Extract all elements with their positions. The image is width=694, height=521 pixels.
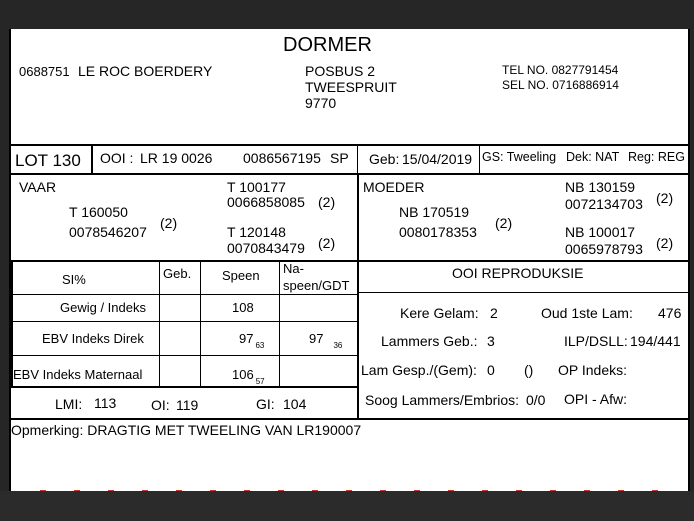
repro-first-lamb-age-value: 476 <box>658 305 682 321</box>
moeder-granddam-id: NB 100017 <box>565 224 636 240</box>
row-weight-label: Gewig / Indeks <box>60 300 146 315</box>
birth-label: Geb: <box>369 151 400 167</box>
divider-center <box>357 174 359 419</box>
row-direct-speen-value: 97 <box>239 331 254 346</box>
vaar-grandsire-count: (2) <box>318 194 336 210</box>
vaar-granddam-number: 0070843479 <box>227 240 305 256</box>
col-header-speen: Speen <box>222 268 260 283</box>
row-maternal-label: EBV Indeks Maternaal <box>13 367 143 382</box>
divider-index-header <box>9 294 359 295</box>
vaar-grandsire-id: T 100177 <box>227 179 286 195</box>
vaar-sire-count: (2) <box>160 215 178 231</box>
repro-first-lamb-age-label: Oud 1ste Lam: <box>541 305 633 321</box>
oi-label: OI: <box>151 397 170 413</box>
repro-suckled-label: Soog Lammers/Embrios: <box>365 392 520 408</box>
divider-repro-title <box>359 292 690 293</box>
row-direct-label: EBV Indeks Direk <box>42 331 144 346</box>
repro-ilp-label: ILP/DSLL: <box>564 333 628 349</box>
row-weight-speen: 108 <box>232 300 254 315</box>
col-header-naspeen-1: Na- <box>283 261 304 276</box>
address-line2: TWEESPRUIT <box>305 79 397 95</box>
vaar-granddam-count: (2) <box>318 235 336 251</box>
vaar-label: VAAR <box>19 179 57 195</box>
dek-status: Dek: NAT <box>566 150 620 164</box>
divider-header <box>9 144 690 146</box>
repro-weaned-value: 0 <box>487 362 495 378</box>
divider-lot-v3 <box>479 145 480 174</box>
col-header-geb: Geb. <box>163 266 192 281</box>
repro-times-lambed-label: Kere Gelam: <box>400 305 479 321</box>
repro-weaned-label: Lam Gesp./(Gem): <box>361 362 477 378</box>
farm-id: 0688751 <box>19 64 70 79</box>
moeder-dam-id: NB 170519 <box>399 204 470 220</box>
remarks <box>11 422 361 438</box>
col-header-si: SI% <box>62 272 86 287</box>
repro-lambs-born-label: Lammers Geb.: <box>381 333 478 349</box>
divider-index-row2 <box>9 355 359 356</box>
divider-index-c3 <box>279 261 280 387</box>
divider-lot-v2 <box>357 145 358 174</box>
birth-date: 15/04/2019 <box>402 151 473 167</box>
ooi-id: LR 19 0026 <box>140 150 213 166</box>
moeder-granddam-number: 0065978793 <box>565 241 643 257</box>
divider-summary <box>9 418 690 420</box>
reg-status: Reg: REG <box>628 150 685 164</box>
divider-index-row1 <box>9 321 359 322</box>
moeder-grandsire-count: (2) <box>656 190 674 206</box>
row-maternal-speen-value: 106 <box>232 367 254 382</box>
divider-lot <box>9 173 690 175</box>
row-direct-speen-accuracy: 63 <box>255 341 265 350</box>
moeder-grandsire-id: NB 130159 <box>565 179 636 195</box>
repro-lambs-born-value: 3 <box>487 333 495 349</box>
moeder-grandsire-number: 0072134703 <box>565 196 643 212</box>
address-line1: POSBUS 2 <box>305 63 376 79</box>
oi-value: 119 <box>176 397 199 413</box>
divider-index-bottom <box>9 386 359 388</box>
repro-weaned-average: () <box>524 362 534 378</box>
moeder-dam-count: (2) <box>495 215 513 231</box>
lmi-value: 113 <box>94 395 117 411</box>
moeder-label: MOEDER <box>363 179 425 195</box>
divider-lot-v1 <box>91 145 93 174</box>
bottom-frame <box>0 491 694 521</box>
sel-number: SEL NO. 0716886914 <box>502 78 619 92</box>
moeder-dam-number: 0080178353 <box>399 224 477 240</box>
row-direct-naspeen-accuracy: 36 <box>333 341 343 350</box>
divider-index-c1 <box>159 261 160 387</box>
divider-pedigree <box>9 260 690 262</box>
row-direct-naspeen <box>309 331 343 350</box>
vaar-grandsire-number: 0066858085 <box>227 194 305 210</box>
vaar-sire-number: 0078546207 <box>69 224 147 240</box>
ooi-number: 0086567195 <box>243 150 321 166</box>
divider-index-c2 <box>200 261 201 387</box>
row-direct-naspeen-value: 97 <box>309 331 324 346</box>
col-header-naspeen-2: speen/GDT <box>283 278 350 293</box>
gs-status: GS: Tweeling <box>482 150 557 164</box>
repro-op-index-label: OP Indeks: <box>558 362 628 378</box>
gi-value: 104 <box>283 396 307 412</box>
ooi-label: OOI : <box>100 150 134 166</box>
row-maternal-speen-accuracy: 57 <box>255 377 265 386</box>
tel-number: TEL NO. 0827791454 <box>502 63 619 77</box>
address-line3: 9770 <box>305 95 337 111</box>
lmi-label: LMI: <box>55 396 83 412</box>
repro-times-lambed-value: 2 <box>490 305 498 321</box>
vaar-sire-id: T 160050 <box>69 204 128 220</box>
repro-ilp-value: 194/441 <box>630 333 681 349</box>
row-maternal-speen <box>232 367 265 386</box>
row-direct-speen <box>239 331 265 350</box>
remarks-text: DRAGTIG MET TWEELING VAN LR190007 <box>87 422 362 438</box>
lot-number: LOT 130 <box>15 151 81 170</box>
repro-title: OOI REPRODUKSIE <box>452 265 584 281</box>
gi-label: GI: <box>256 396 275 412</box>
moeder-granddam-count: (2) <box>656 235 674 251</box>
remarks-label: Opmerking: <box>11 422 84 438</box>
breeder-name: DORMER <box>283 34 372 56</box>
ooi-code: SP <box>330 150 349 166</box>
farm-name: LE ROC BOERDERY <box>78 63 213 79</box>
repro-suckled-value: 0/0 <box>526 392 546 408</box>
vaar-granddam-id: T 120148 <box>227 224 286 240</box>
repro-opi-deviation-label: OPI - Afw: <box>564 391 628 407</box>
